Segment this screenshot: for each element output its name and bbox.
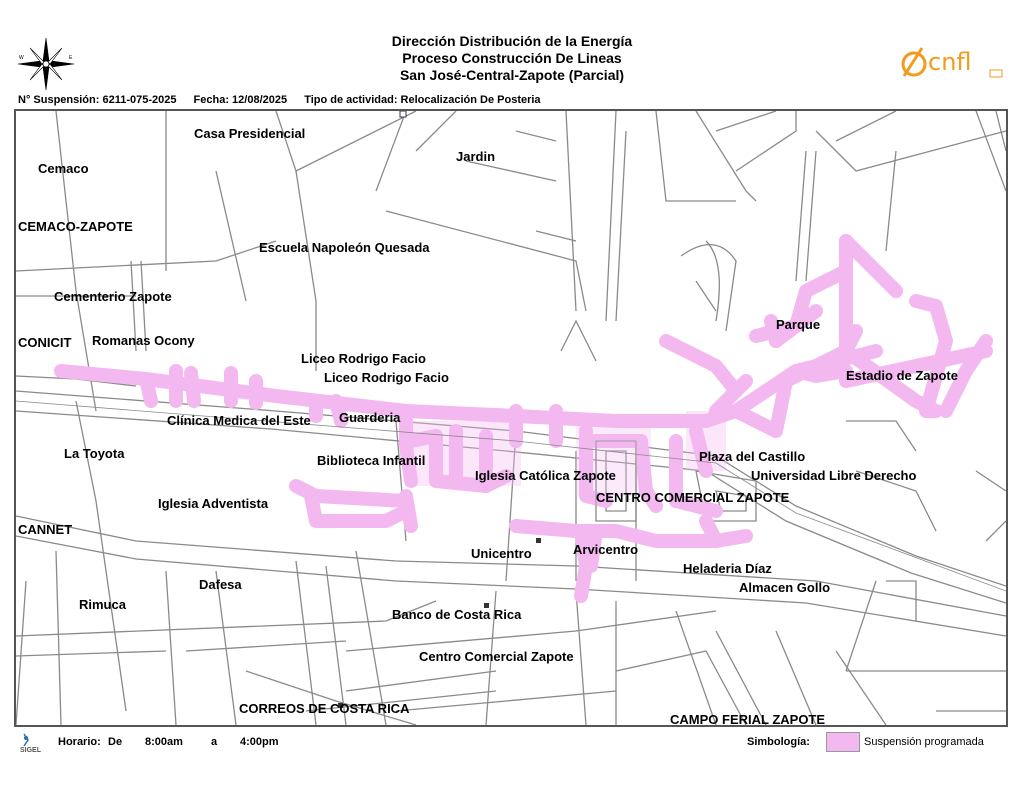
svg-text:W: W bbox=[19, 55, 24, 61]
horario-de: De bbox=[108, 736, 123, 748]
map-label: Iglesia Católica Zapote bbox=[475, 468, 616, 483]
map-label: Banco de Costa Rica bbox=[392, 607, 522, 622]
map-canvas[interactable] bbox=[16, 111, 1006, 725]
map-label: Dafesa bbox=[199, 577, 242, 592]
legend-text: Suspensión programada bbox=[864, 736, 984, 748]
map-label: Jardin bbox=[456, 149, 496, 164]
svg-text:cnfl: cnfl bbox=[928, 48, 972, 76]
map-label: CANNET bbox=[18, 522, 73, 537]
map-label: Plaza del Castillo bbox=[699, 449, 806, 464]
map-label: CAMPO FERIAL ZAPOTE bbox=[670, 712, 826, 727]
hospital-marker-icon bbox=[400, 111, 406, 117]
map-label: Liceo Rodrigo Facio bbox=[324, 370, 449, 385]
map-label: Unicentro bbox=[471, 546, 532, 561]
header-title-line2: Proceso Construcción De Lineas bbox=[402, 50, 622, 66]
map-label: Clínica Medica del Este bbox=[167, 413, 311, 428]
map-label: CONICIT bbox=[18, 335, 72, 350]
sigel-logo-icon bbox=[18, 730, 48, 754]
svg-text:SIGEL: SIGEL bbox=[20, 747, 42, 754]
map-label: Estadio de Zapote bbox=[846, 368, 958, 383]
map-label: Rimuca bbox=[79, 597, 126, 612]
header-title-line1: Dirección Distribución de la Energía bbox=[391, 33, 633, 49]
poi-marker-icon bbox=[536, 538, 541, 543]
map-label: Cemaco bbox=[38, 161, 89, 176]
map-label: CORREOS DE COSTA RICA bbox=[239, 701, 410, 716]
map-label: Biblioteca Infantil bbox=[317, 453, 426, 468]
map-label: Parque bbox=[776, 317, 821, 332]
header-title-line3: San José-Central-Zapote (Parcial) bbox=[399, 67, 625, 83]
map-label: La Toyota bbox=[64, 446, 125, 461]
map-label: Cementerio Zapote bbox=[54, 289, 172, 304]
map-label: CEMACO-ZAPOTE bbox=[18, 219, 133, 234]
map-label: Centro Comercial Zapote bbox=[419, 649, 574, 664]
map-label: Casa Presidencial bbox=[194, 126, 306, 141]
map-label: Almacen Gollo bbox=[739, 580, 831, 595]
map-label: Liceo Rodrigo Facio bbox=[301, 351, 426, 366]
map-label: Escuela Napoleón Quesada bbox=[259, 240, 430, 255]
horario-a: a bbox=[211, 736, 218, 748]
compass-rose-icon bbox=[16, 36, 76, 92]
map-label: Heladeria Díaz bbox=[683, 561, 772, 576]
horario-start: 8:00am bbox=[145, 736, 183, 748]
map-frame[interactable] bbox=[14, 109, 1008, 727]
suspension-number: N° Suspensión: 6211-075-2025 bbox=[18, 94, 177, 106]
map-label: Arvicentro bbox=[573, 542, 639, 557]
horario-end: 4:00pm bbox=[240, 736, 279, 748]
activity-type: Tipo de actividad: Relocalización De Posteria bbox=[304, 94, 541, 106]
map-label: Iglesia Adventista bbox=[158, 496, 269, 511]
map-label: Guarderia bbox=[339, 410, 401, 425]
map-label: Universidad Libre Derecho bbox=[751, 468, 917, 483]
map-label: Romanas Ocony bbox=[92, 333, 195, 348]
simbologia-label: Simbología: bbox=[747, 736, 810, 748]
svg-text:E: E bbox=[69, 55, 73, 61]
fecha: Fecha: 12/08/2025 bbox=[193, 94, 288, 106]
meta-line bbox=[18, 94, 555, 106]
cnfl-logo-icon bbox=[898, 40, 1008, 80]
horario-label: Horario: bbox=[58, 736, 101, 748]
map-label: CENTRO COMERCIAL ZAPOTE bbox=[596, 490, 790, 505]
legend-swatch bbox=[826, 732, 860, 752]
